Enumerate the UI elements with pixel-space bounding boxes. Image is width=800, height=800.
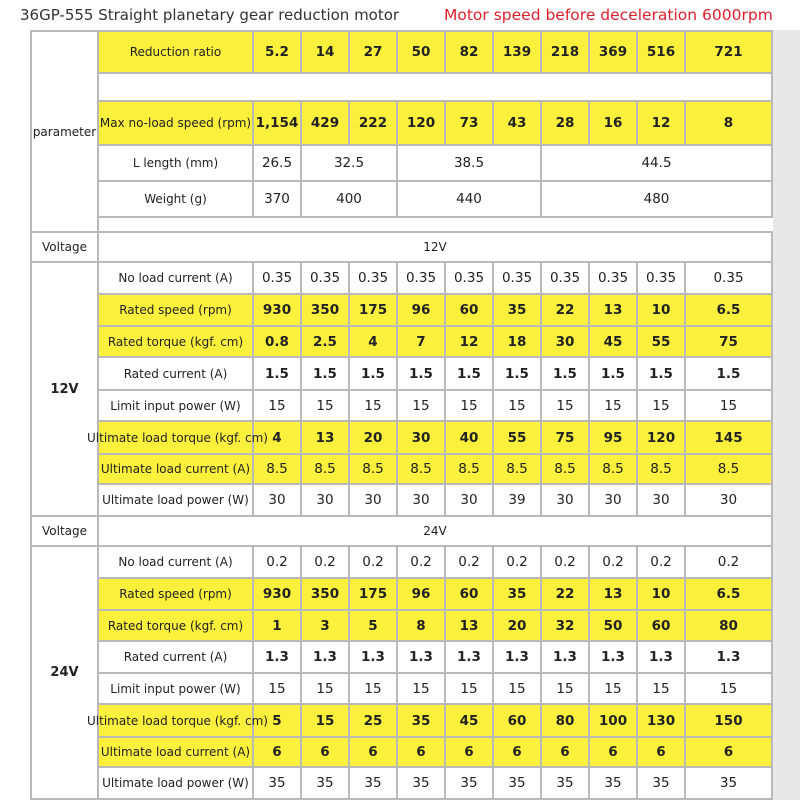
- table-cell: 45: [589, 326, 637, 357]
- table-row: [31, 484, 772, 516]
- table-cell: 6: [301, 737, 349, 767]
- table-cell: 96: [397, 294, 445, 326]
- table-cell: 0.35: [493, 262, 541, 294]
- table-cell: 20: [493, 610, 541, 641]
- row-label: [98, 326, 253, 357]
- table-cell: 8.5: [301, 454, 349, 484]
- row-voltage: [31, 232, 772, 262]
- table-cell: 15: [445, 390, 493, 421]
- table-cell: 6.5: [685, 578, 772, 610]
- table-cell: 0.35: [445, 262, 493, 294]
- row-label: [98, 578, 253, 610]
- ratio-cell: 369: [589, 31, 637, 73]
- table-cell: 350: [301, 294, 349, 326]
- table-cell: 35: [349, 767, 397, 799]
- table-row: [31, 326, 772, 357]
- length-cell: 38.5: [397, 145, 541, 181]
- table-cell: 2.5: [301, 326, 349, 357]
- table-cell: 25: [349, 704, 397, 737]
- table-cell: 0.2: [253, 546, 301, 578]
- table-cell: 1.3: [541, 641, 589, 673]
- table-row: [31, 578, 772, 610]
- table-cell: 6.5: [685, 294, 772, 326]
- ratio-cell: 721: [685, 31, 772, 73]
- table-cell: 6: [637, 737, 685, 767]
- row-label: [98, 737, 253, 767]
- table-cell: 3: [301, 610, 349, 641]
- row-label: [98, 484, 253, 516]
- speed-cell: 12: [637, 101, 685, 145]
- table-cell: 120: [637, 421, 685, 454]
- table-row: [31, 546, 772, 578]
- weight-cell: 440: [397, 181, 541, 217]
- table-cell: 100: [589, 704, 637, 737]
- table-cell: 55: [493, 421, 541, 454]
- table-cell: 60: [445, 294, 493, 326]
- ratio-cell: 14: [301, 31, 349, 73]
- table-cell: 30: [253, 484, 301, 516]
- table-cell: 15: [301, 704, 349, 737]
- ratio-cell: 5.2: [253, 31, 301, 73]
- table-cell: 60: [637, 610, 685, 641]
- weight-cell: 400: [301, 181, 397, 217]
- speed-cell: 1,154: [253, 101, 301, 145]
- table-cell: 10: [637, 294, 685, 326]
- left-margin: [0, 30, 30, 800]
- table-cell: 35: [493, 578, 541, 610]
- table-cell: 1.3: [301, 641, 349, 673]
- voltage-side-label: 12V: [31, 262, 98, 516]
- table-cell: 30: [541, 484, 589, 516]
- table-cell: 0.2: [685, 546, 772, 578]
- table-cell: 75: [685, 326, 772, 357]
- parameter-label: parameter: [31, 31, 98, 232]
- table-cell: 175: [349, 294, 397, 326]
- table-cell: 75: [541, 421, 589, 454]
- table-cell: 0.35: [637, 262, 685, 294]
- table-cell: 1.3: [637, 641, 685, 673]
- ratio-cell: 218: [541, 31, 589, 73]
- row-label-text: Rated speed (rpm): [119, 587, 232, 601]
- table-cell: 15: [493, 390, 541, 421]
- table-cell: 8.5: [493, 454, 541, 484]
- table-cell: 6: [253, 737, 301, 767]
- row-label: Max no-load speed (rpm): [98, 101, 253, 145]
- table-cell: 0.35: [397, 262, 445, 294]
- table-cell: 1.5: [541, 357, 589, 390]
- table-cell: 1.3: [685, 641, 772, 673]
- row-voltage: [31, 516, 772, 546]
- table-cell: 35: [493, 767, 541, 799]
- row-label: Reduction ratio: [98, 31, 253, 73]
- weight-cell: 370: [253, 181, 301, 217]
- spacer-row: [31, 73, 772, 101]
- table-cell: 30: [541, 326, 589, 357]
- table-cell: 0.35: [301, 262, 349, 294]
- table-cell: 35: [637, 767, 685, 799]
- row-label: [87, 421, 268, 454]
- table-cell: 15: [541, 673, 589, 704]
- table-cell: 95: [589, 421, 637, 454]
- row-label-text: Ultimate load power (W): [102, 776, 249, 790]
- table-cell: 1.5: [253, 357, 301, 390]
- table-cell: 30: [397, 421, 445, 454]
- table-cell: 22: [541, 578, 589, 610]
- table-cell: 15: [445, 673, 493, 704]
- table-cell: 130: [637, 704, 685, 737]
- row-label-text: Rated speed (rpm): [119, 303, 232, 317]
- table-cell: 6: [493, 737, 541, 767]
- table-cell: 30: [445, 484, 493, 516]
- table-cell: 13: [589, 578, 637, 610]
- table-cell: 175: [349, 578, 397, 610]
- row-label: Weight (g): [98, 181, 253, 217]
- table-cell: 35: [253, 767, 301, 799]
- table-cell: 5: [253, 704, 301, 737]
- table-cell: 0.35: [349, 262, 397, 294]
- table-cell: 0.35: [685, 262, 772, 294]
- table-cell: 1.3: [493, 641, 541, 673]
- voltage-value: 24V: [98, 516, 772, 546]
- weight-cell: 480: [541, 181, 772, 217]
- table-cell: 15: [397, 673, 445, 704]
- row-label: [98, 454, 253, 484]
- table-cell: 15: [637, 673, 685, 704]
- table-cell: 15: [301, 673, 349, 704]
- table-row: [31, 737, 772, 767]
- table-cell: 15: [589, 673, 637, 704]
- row-label: [98, 767, 253, 799]
- table-cell: 8.5: [349, 454, 397, 484]
- speed-cell: 120: [397, 101, 445, 145]
- table-cell: 8.5: [637, 454, 685, 484]
- row-label-text: No load current (A): [118, 271, 233, 285]
- ratio-cell: 27: [349, 31, 397, 73]
- table-row: [31, 673, 772, 704]
- table-cell: 15: [253, 390, 301, 421]
- length-cell: 26.5: [253, 145, 301, 181]
- table-row: [31, 421, 772, 454]
- ratio-cell: 82: [445, 31, 493, 73]
- row-label-text: Ultimate load torque (kgf. cm): [87, 713, 268, 728]
- table-cell: 0.8: [253, 326, 301, 357]
- table-cell: 1.5: [637, 357, 685, 390]
- row-label: L length (mm): [98, 145, 253, 181]
- table-cell: 55: [637, 326, 685, 357]
- table-cell: 8.5: [397, 454, 445, 484]
- table-cell: 35: [397, 767, 445, 799]
- table-cell: 15: [589, 390, 637, 421]
- table-row: [31, 767, 772, 799]
- table-cell: 12: [445, 326, 493, 357]
- spec-table: [30, 30, 773, 800]
- row-label-text: Limit input power (W): [110, 398, 241, 413]
- row-label: [87, 704, 268, 737]
- row-label-text: No load current (A): [118, 555, 233, 569]
- table-row: [31, 610, 772, 641]
- table-cell: 60: [493, 704, 541, 737]
- table-row: [31, 641, 772, 673]
- table-cell: 0.2: [301, 546, 349, 578]
- row-label: [98, 546, 253, 578]
- row-label: [98, 673, 253, 704]
- table-cell: 32: [541, 610, 589, 641]
- table-cell: 30: [301, 484, 349, 516]
- table-cell: 1.3: [397, 641, 445, 673]
- table-cell: 13: [301, 421, 349, 454]
- table-cell: 4: [253, 421, 301, 454]
- speed-cell: 429: [301, 101, 349, 145]
- speed-cell: 28: [541, 101, 589, 145]
- table-cell: 8: [397, 610, 445, 641]
- table-cell: 35: [541, 767, 589, 799]
- table-cell: 0.2: [397, 546, 445, 578]
- table-cell: 1.3: [253, 641, 301, 673]
- table-cell: 35: [301, 767, 349, 799]
- row-max-speed: [31, 101, 772, 145]
- table-cell: 35: [493, 294, 541, 326]
- spacer-cell: [98, 73, 772, 101]
- table-cell: 35: [445, 767, 493, 799]
- table-cell: 1.3: [589, 641, 637, 673]
- table-cell: 1.5: [397, 357, 445, 390]
- table-cell: 40: [445, 421, 493, 454]
- table-cell: 8.5: [253, 454, 301, 484]
- table-row: [31, 454, 772, 484]
- ratio-cell: 516: [637, 31, 685, 73]
- table-cell: 20: [349, 421, 397, 454]
- table-cell: 0.2: [541, 546, 589, 578]
- table-cell: 35: [685, 767, 772, 799]
- table-cell: 30: [589, 484, 637, 516]
- voltage-value: 12V: [98, 232, 772, 262]
- table-cell: 1.5: [589, 357, 637, 390]
- table-cell: 7: [397, 326, 445, 357]
- table-cell: 0.35: [541, 262, 589, 294]
- table-row: [31, 390, 772, 421]
- row-label-text: Ultimate load current (A): [100, 745, 251, 759]
- voltage-label: Voltage: [31, 516, 98, 546]
- table-cell: 0.2: [349, 546, 397, 578]
- table-cell: 39: [493, 484, 541, 516]
- ratio-cell: 50: [397, 31, 445, 73]
- table-cell: 930: [253, 578, 301, 610]
- row-label: [98, 610, 253, 641]
- table-cell: 30: [397, 484, 445, 516]
- table-cell: 15: [253, 673, 301, 704]
- length-cell: 44.5: [541, 145, 772, 181]
- table-cell: 96: [397, 578, 445, 610]
- table-cell: 1.3: [445, 641, 493, 673]
- row-length: [31, 145, 772, 181]
- table-cell: 1.5: [493, 357, 541, 390]
- table-cell: 8.5: [445, 454, 493, 484]
- table-cell: 1.5: [349, 357, 397, 390]
- table-cell: 13: [589, 294, 637, 326]
- table-cell: 6: [445, 737, 493, 767]
- row-label: [98, 390, 253, 421]
- table-cell: 0.2: [445, 546, 493, 578]
- table-cell: 15: [397, 390, 445, 421]
- table-cell: 6: [685, 737, 772, 767]
- row-label-text: Rated torque (kgf. cm): [107, 334, 244, 349]
- row-label: [98, 294, 253, 326]
- row-label: [98, 641, 253, 673]
- table-cell: 15: [685, 673, 772, 704]
- table-row: [31, 357, 772, 390]
- table-cell: 15: [349, 390, 397, 421]
- table-cell: 1.3: [349, 641, 397, 673]
- table-cell: 6: [349, 737, 397, 767]
- table-cell: 15: [301, 390, 349, 421]
- row-label: [98, 357, 253, 390]
- table-cell: 80: [685, 610, 772, 641]
- table-cell: 15: [685, 390, 772, 421]
- table-row: [31, 704, 772, 737]
- table-cell: 35: [589, 767, 637, 799]
- table-cell: 8.5: [541, 454, 589, 484]
- row-label-text: Ultimate load power (W): [102, 493, 249, 507]
- table-cell: 80: [541, 704, 589, 737]
- table-cell: 930: [253, 294, 301, 326]
- row-label-text: Rated current (A): [123, 366, 228, 381]
- table-row: [31, 262, 772, 294]
- voltage-side-label: 24V: [31, 546, 98, 799]
- table-cell: 8.5: [685, 454, 772, 484]
- row-label-text: Ultimate load current (A): [100, 462, 251, 476]
- row-label: [98, 262, 253, 294]
- table-cell: 10: [637, 578, 685, 610]
- table-cell: 30: [349, 484, 397, 516]
- speed-cell: 73: [445, 101, 493, 145]
- table-cell: 15: [349, 673, 397, 704]
- table-row: [31, 294, 772, 326]
- table-cell: 4: [349, 326, 397, 357]
- table-cell: 0.2: [493, 546, 541, 578]
- table-cell: 50: [589, 610, 637, 641]
- table-cell: 60: [445, 578, 493, 610]
- table-cell: 6: [589, 737, 637, 767]
- table-cell: 1.5: [445, 357, 493, 390]
- table-cell: 0.2: [589, 546, 637, 578]
- filler-row: [31, 217, 772, 232]
- speed-cell: 222: [349, 101, 397, 145]
- table-cell: 350: [301, 578, 349, 610]
- row-label-text: Limit input power (W): [110, 681, 241, 696]
- right-margin: [771, 30, 800, 800]
- table-cell: 35: [397, 704, 445, 737]
- table-cell: 18: [493, 326, 541, 357]
- table-cell: 0.2: [637, 546, 685, 578]
- table-cell: 0.35: [253, 262, 301, 294]
- table-cell: 30: [685, 484, 772, 516]
- table-cell: 22: [541, 294, 589, 326]
- table-cell: 6: [397, 737, 445, 767]
- table-cell: 1.5: [301, 357, 349, 390]
- row-label-text: Rated torque (kgf. cm): [107, 618, 244, 633]
- table-cell: 13: [445, 610, 493, 641]
- row-label-text: Ultimate load torque (kgf. cm): [87, 430, 268, 445]
- table-cell: 0.35: [589, 262, 637, 294]
- table-cell: 15: [493, 673, 541, 704]
- speed-cell: 43: [493, 101, 541, 145]
- speed-cell: 16: [589, 101, 637, 145]
- table-cell: 15: [637, 390, 685, 421]
- table-cell: 30: [637, 484, 685, 516]
- table-cell: 8.5: [589, 454, 637, 484]
- row-reduction-ratio: [31, 31, 772, 73]
- length-cell: 32.5: [301, 145, 397, 181]
- table-cell: 6: [541, 737, 589, 767]
- page-title: 36GP-555 Straight planetary gear reduction motor: [20, 6, 400, 24]
- page-subtitle: Motor speed before deceleration 6000rpm: [444, 6, 773, 24]
- table-cell: 15: [541, 390, 589, 421]
- speed-cell: 8: [685, 101, 772, 145]
- ratio-cell: 139: [493, 31, 541, 73]
- voltage-label: Voltage: [31, 232, 98, 262]
- table-cell: 145: [685, 421, 772, 454]
- table-cell: 150: [685, 704, 772, 737]
- table-cell: 1: [253, 610, 301, 641]
- table-cell: 45: [445, 704, 493, 737]
- row-weight: [31, 181, 772, 217]
- table-cell: 1.5: [685, 357, 772, 390]
- table-cell: 5: [349, 610, 397, 641]
- row-label-text: Rated current (A): [123, 650, 228, 664]
